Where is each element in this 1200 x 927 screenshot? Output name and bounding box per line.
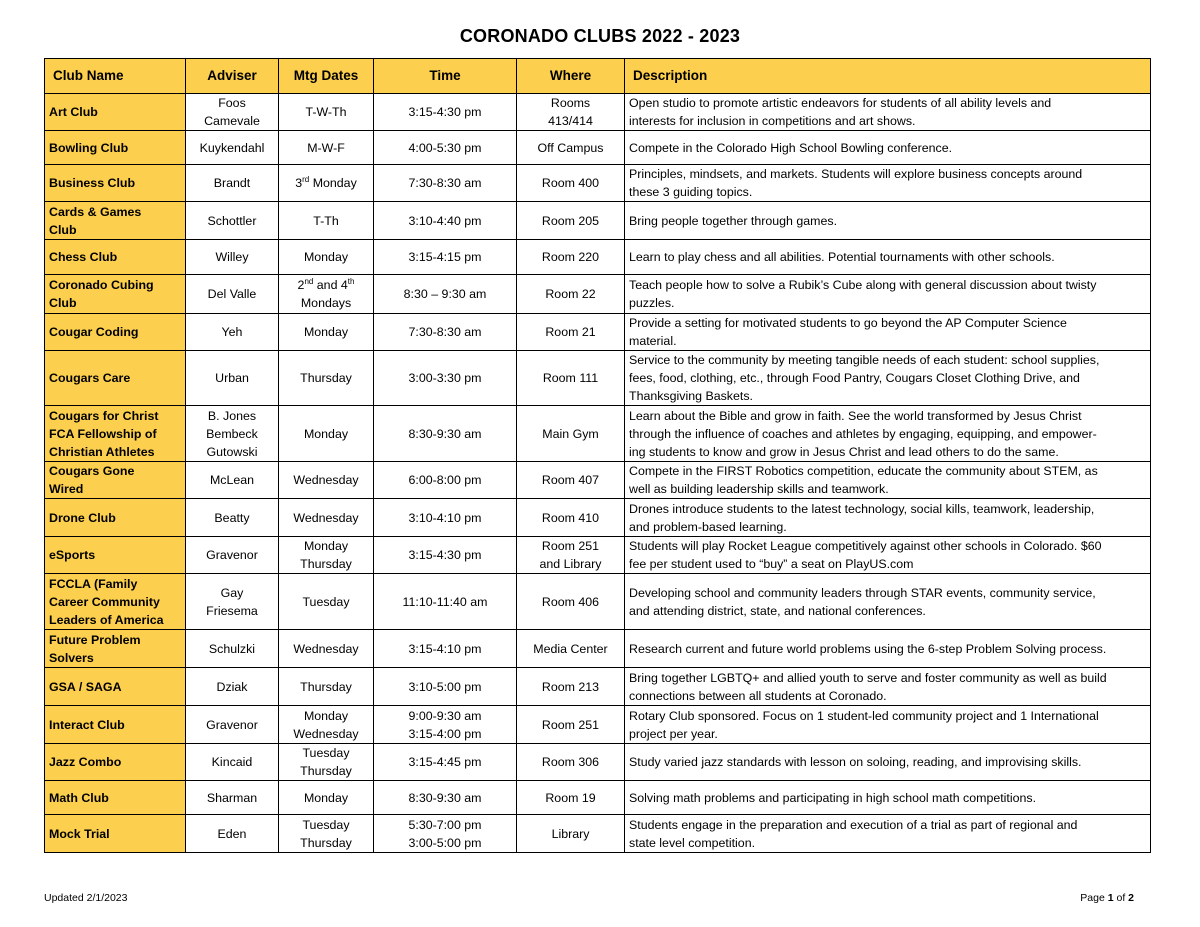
cell-adviser-line: Beatty bbox=[214, 510, 250, 525]
cell-adviser bbox=[186, 462, 279, 499]
cell-club-name bbox=[45, 131, 186, 165]
table-row bbox=[45, 499, 1151, 537]
cell-club-name bbox=[45, 537, 186, 574]
cell-where-line: Media Center bbox=[533, 641, 608, 656]
cell-description-line: through the influence of coaches and athletes by engaging, equipping, and empower- bbox=[629, 426, 1097, 441]
cell-where bbox=[517, 314, 625, 351]
cell-mtg-dates-line: Thursday bbox=[300, 835, 352, 850]
cell-mtg-dates-line: T-W-Th bbox=[305, 105, 347, 119]
cell-adviser bbox=[186, 351, 279, 406]
cell-mtg-dates-line: Thursday bbox=[300, 764, 352, 778]
cell-description-line: Thanksgiving Baskets. bbox=[629, 389, 753, 403]
cell-time bbox=[374, 131, 517, 165]
cell-where-line: Library bbox=[551, 826, 590, 841]
cell-time bbox=[374, 202, 517, 240]
table-row bbox=[45, 744, 1151, 781]
cell-time bbox=[374, 462, 517, 499]
table-row bbox=[45, 202, 1151, 240]
cell-club-name-line: Club bbox=[49, 222, 77, 237]
cell-where-line: Room 22 bbox=[545, 287, 596, 301]
header-mtg-dates: Mtg Dates bbox=[279, 59, 374, 94]
cell-description-line: puzzles. bbox=[629, 296, 675, 310]
cell-time-line: 5:30-7:00 pm bbox=[408, 817, 482, 832]
cell-adviser-line: Schulzki bbox=[208, 641, 256, 656]
cell-club-name-line: Career Community bbox=[49, 594, 160, 609]
cell-description-line: Research current and future world problems using the 6-step Problem Solving process. bbox=[629, 641, 1107, 656]
cell-club-name bbox=[45, 202, 186, 240]
cell-time-line: 7:30-8:30 am bbox=[408, 176, 482, 190]
cell-description-line: and attending district, state, and national conferences. bbox=[629, 603, 926, 618]
cell-mtg-dates bbox=[279, 630, 374, 668]
cell-mtg-dates-line: 2nd and 4th bbox=[297, 276, 355, 292]
cell-where-line: Room 400 bbox=[541, 176, 600, 190]
cell-club-name-line: Coronado Cubing bbox=[49, 278, 154, 292]
cell-description bbox=[625, 462, 1151, 499]
cell-time bbox=[374, 706, 517, 744]
cell-adviser-line: Gravenor bbox=[206, 548, 258, 562]
cell-club-name-line: Drone Club bbox=[49, 510, 116, 525]
cell-adviser-line: Gutowski bbox=[206, 444, 258, 459]
cell-mtg-dates-line: Monday bbox=[303, 250, 349, 264]
cell-adviser-line: Sharman bbox=[206, 790, 258, 805]
cell-where-line: Room 220 bbox=[541, 250, 600, 264]
cell-mtg-dates-line: Monday bbox=[303, 708, 349, 723]
cell-time bbox=[374, 537, 517, 574]
cell-club-name-line: Cougars Care bbox=[49, 371, 131, 385]
cell-where bbox=[517, 630, 625, 668]
cell-time-line: 6:00-8:00 pm bbox=[408, 473, 482, 487]
cell-mtg-dates-line: Wednesday bbox=[293, 726, 359, 741]
cell-mtg-dates bbox=[279, 706, 374, 744]
cell-adviser bbox=[186, 406, 279, 462]
cell-time-line: 8:30-9:30 am bbox=[408, 790, 482, 805]
cell-mtg-dates bbox=[279, 537, 374, 574]
cell-description bbox=[625, 165, 1151, 202]
cell-description-line: well as building leadership skills and teamwork. bbox=[629, 482, 889, 496]
cell-description-line: Developing school and community leaders through STAR events, community service, bbox=[629, 585, 1096, 600]
cell-time-line: 4:00-5:30 pm bbox=[408, 140, 482, 155]
table-row bbox=[45, 668, 1151, 706]
cell-club-name bbox=[45, 574, 186, 630]
cell-adviser-line: Camevale bbox=[204, 114, 260, 128]
cell-adviser-line: Foos bbox=[218, 96, 246, 110]
cell-club-name-line: Christian Athletes bbox=[49, 444, 155, 459]
cell-description-line: these 3 guiding topics. bbox=[629, 185, 753, 199]
cell-adviser-line: Eden bbox=[217, 826, 247, 841]
cell-time-line: 3:10-4:40 pm bbox=[408, 213, 482, 228]
cell-description-line: Solving math problems and participating in high school math competitions. bbox=[629, 790, 1037, 805]
cell-mtg-dates-line: Mondays bbox=[300, 296, 352, 310]
cell-description bbox=[625, 314, 1151, 351]
cell-club-name-line: Leaders of America bbox=[49, 612, 164, 627]
cell-club-name bbox=[45, 462, 186, 499]
cell-where-line: Room 306 bbox=[541, 755, 600, 769]
cell-description-line: ing students to know and grow in Jesus Christ and lead others to do the same. bbox=[629, 444, 1059, 459]
cell-club-name bbox=[45, 668, 186, 706]
cell-description bbox=[625, 668, 1151, 706]
table-row bbox=[45, 537, 1151, 574]
cell-where bbox=[517, 462, 625, 499]
cell-where bbox=[517, 131, 625, 165]
cell-club-name-line: Cougar Coding bbox=[49, 325, 139, 339]
cell-where bbox=[517, 94, 625, 131]
cell-club-name-line: Solvers bbox=[49, 650, 94, 665]
cell-time bbox=[374, 499, 517, 537]
cell-where-line: Room 213 bbox=[541, 679, 600, 694]
cell-adviser-line: Yeh bbox=[221, 325, 243, 339]
cell-adviser bbox=[186, 165, 279, 202]
cell-club-name-line: Business Club bbox=[49, 176, 136, 190]
cell-mtg-dates-line: Monday bbox=[303, 426, 349, 441]
header-time: Time bbox=[374, 59, 517, 94]
cell-where-line: Room 407 bbox=[541, 473, 600, 487]
cell-time bbox=[374, 668, 517, 706]
cell-mtg-dates bbox=[279, 131, 374, 165]
cell-club-name-line: FCA Fellowship of bbox=[49, 426, 157, 441]
cell-description-line: fee per student used to “buy” a seat on PlayUS.com bbox=[629, 557, 914, 571]
page-total: 2 bbox=[1128, 892, 1134, 904]
cell-description-line: Students will play Rocket League competitively against other schools in Colorado. $60 bbox=[629, 539, 1102, 553]
page-current: 1 bbox=[1107, 892, 1114, 904]
table-row bbox=[45, 351, 1151, 406]
cell-time bbox=[374, 744, 517, 781]
cell-adviser-line: Urban bbox=[215, 371, 249, 385]
table-row bbox=[45, 240, 1151, 275]
cell-description-line: Bring people together through games. bbox=[629, 213, 838, 228]
cell-club-name-line: Jazz Combo bbox=[49, 755, 122, 769]
cell-where bbox=[517, 165, 625, 202]
cell-description-line: Teach people how to solve a Rubik’s Cube along with general discussion about twisty bbox=[629, 278, 1097, 292]
cell-where bbox=[517, 815, 625, 853]
cell-adviser bbox=[186, 202, 279, 240]
cell-description bbox=[625, 275, 1151, 314]
cell-adviser bbox=[186, 574, 279, 630]
cell-club-name-line: eSports bbox=[49, 548, 96, 562]
cell-mtg-dates bbox=[279, 165, 374, 202]
cell-mtg-dates-line: Thursday bbox=[300, 557, 352, 571]
cell-description bbox=[625, 630, 1151, 668]
cell-adviser-line: Kincaid bbox=[211, 755, 253, 769]
cell-time bbox=[374, 165, 517, 202]
cell-mtg-dates bbox=[279, 406, 374, 462]
cell-time-line: 3:00-3:30 pm bbox=[408, 371, 482, 385]
page-number bbox=[1080, 892, 1134, 904]
cell-adviser-line: Willey bbox=[215, 250, 249, 264]
cell-mtg-dates bbox=[279, 94, 374, 131]
cell-mtg-dates bbox=[279, 202, 374, 240]
cell-mtg-dates bbox=[279, 815, 374, 853]
cell-time-line: 11:10-11:40 am bbox=[402, 594, 488, 609]
cell-mtg-dates bbox=[279, 744, 374, 781]
cell-mtg-dates-line: T-Th bbox=[313, 213, 339, 228]
cell-where-line: Room 410 bbox=[541, 510, 600, 525]
cell-club-name-line: FCCLA (Family bbox=[49, 576, 138, 591]
cell-where-line: Room 205 bbox=[541, 213, 600, 228]
cell-club-name bbox=[45, 630, 186, 668]
cell-club-name-line: Interact Club bbox=[49, 717, 125, 732]
cell-club-name bbox=[45, 94, 186, 131]
cell-adviser-line: McLean bbox=[209, 473, 255, 487]
cell-mtg-dates-line: Tuesday bbox=[302, 817, 350, 832]
cell-description-line: Learn about the Bible and grow in faith. See the world transformed by Jesus Christ bbox=[629, 408, 1082, 423]
cell-mtg-dates-line: M-W-F bbox=[307, 140, 345, 155]
cell-adviser bbox=[186, 499, 279, 537]
cell-mtg-dates-line: Thursday bbox=[300, 679, 352, 694]
cell-where-line: Room 251 bbox=[541, 539, 600, 553]
cell-time-line: 3:15-4:15 pm bbox=[408, 250, 482, 264]
cell-adviser-line: Del Valle bbox=[207, 287, 257, 301]
cell-description bbox=[625, 537, 1151, 574]
cell-mtg-dates bbox=[279, 275, 374, 314]
cell-where bbox=[517, 574, 625, 630]
table-row bbox=[45, 165, 1151, 202]
cell-time bbox=[374, 240, 517, 275]
cell-adviser bbox=[186, 706, 279, 744]
cell-mtg-dates bbox=[279, 574, 374, 630]
cell-where bbox=[517, 240, 625, 275]
cell-adviser bbox=[186, 314, 279, 351]
cell-club-name-line: Mock Trial bbox=[49, 826, 110, 841]
cell-club-name bbox=[45, 351, 186, 406]
cell-description bbox=[625, 499, 1151, 537]
cell-description-line: Service to the community by meeting tangible needs of each student: school supplies, bbox=[629, 353, 1100, 367]
cell-where bbox=[517, 351, 625, 406]
cell-time-line: 3:10-5:00 pm bbox=[408, 679, 482, 694]
cell-description-line: interests for inclusion in competitions and art shows. bbox=[629, 114, 916, 128]
cell-time bbox=[374, 574, 517, 630]
cell-mtg-dates bbox=[279, 314, 374, 351]
cell-where-line: Room 111 bbox=[542, 371, 599, 385]
table-row bbox=[45, 706, 1151, 744]
cell-description-line: Study varied jazz standards with lesson on soloing, reading, and improvising skills. bbox=[629, 755, 1082, 769]
cell-description bbox=[625, 744, 1151, 781]
table-row bbox=[45, 275, 1151, 314]
cell-mtg-dates-line: Monday bbox=[303, 325, 349, 339]
cell-adviser-line: Gravenor bbox=[206, 717, 258, 732]
cell-time-line: 3:00-5:00 pm bbox=[408, 835, 482, 850]
cell-time-line: 3:15-4:10 pm bbox=[408, 641, 482, 656]
cell-description-line: Learn to play chess and all abilities. Potential tournaments with other schools. bbox=[629, 250, 1055, 264]
cell-time bbox=[374, 781, 517, 815]
cell-where bbox=[517, 668, 625, 706]
cell-adviser bbox=[186, 240, 279, 275]
table-row bbox=[45, 574, 1151, 630]
cell-description bbox=[625, 406, 1151, 462]
cell-description bbox=[625, 781, 1151, 815]
cell-adviser-line: Bembeck bbox=[206, 426, 258, 441]
cell-club-name-line: Math Club bbox=[49, 790, 109, 805]
cell-where-line: Room 21 bbox=[545, 325, 596, 339]
cell-description bbox=[625, 94, 1151, 131]
cell-where-line: and Library bbox=[539, 557, 602, 571]
cell-mtg-dates bbox=[279, 240, 374, 275]
cell-adviser-line: B. Jones bbox=[207, 408, 257, 423]
cell-time bbox=[374, 630, 517, 668]
cell-where bbox=[517, 406, 625, 462]
header-where: Where bbox=[517, 59, 625, 94]
cell-club-name bbox=[45, 744, 186, 781]
cell-time-line: 3:10-4:10 pm bbox=[408, 510, 482, 525]
cell-club-name-line: Future Problem bbox=[49, 632, 141, 647]
cell-where-line: 413/414 bbox=[548, 114, 593, 128]
cell-time-line: 3:15-4:45 pm bbox=[408, 755, 482, 769]
cell-mtg-dates bbox=[279, 351, 374, 406]
cell-where bbox=[517, 499, 625, 537]
cell-where bbox=[517, 202, 625, 240]
page-title: CORONADO CLUBS 2022 - 2023 bbox=[459, 26, 741, 46]
cell-club-name bbox=[45, 815, 186, 853]
cell-description-line: Students engage in the preparation and execution of a trial as part of regional and bbox=[629, 817, 1078, 832]
cell-mtg-dates bbox=[279, 668, 374, 706]
cell-adviser bbox=[186, 630, 279, 668]
cell-adviser-line: Friesema bbox=[206, 603, 258, 618]
cell-where bbox=[517, 706, 625, 744]
cell-mtg-dates bbox=[279, 499, 374, 537]
cell-description bbox=[625, 202, 1151, 240]
cell-adviser bbox=[186, 781, 279, 815]
cell-where bbox=[517, 744, 625, 781]
table-row bbox=[45, 94, 1151, 131]
cell-description-line: Compete in the FIRST Robotics competition, educate the community about STEM, as bbox=[629, 464, 1098, 478]
cell-club-name-line: Cougars Gone bbox=[49, 464, 135, 478]
cell-where bbox=[517, 537, 625, 574]
cell-description-line: Principles, mindsets, and markets. Students will explore business concepts around bbox=[629, 167, 1083, 181]
cell-mtg-dates-line: Wednesday bbox=[293, 641, 359, 656]
cell-club-name-line: Chess Club bbox=[49, 250, 118, 264]
cell-club-name bbox=[45, 406, 186, 462]
cell-mtg-dates bbox=[279, 462, 374, 499]
cell-time-line: 3:15-4:30 pm bbox=[408, 105, 482, 119]
cell-where-line: Room 19 bbox=[545, 790, 596, 805]
page-prefix: Page bbox=[1080, 892, 1108, 904]
cell-description bbox=[625, 706, 1151, 744]
cell-adviser bbox=[186, 815, 279, 853]
table-body bbox=[45, 94, 1151, 853]
cell-club-name-line: GSA / SAGA bbox=[49, 679, 122, 694]
cell-time-line: 3:15-4:00 pm bbox=[408, 726, 482, 741]
cell-where-line: Rooms bbox=[550, 96, 591, 110]
cell-adviser bbox=[186, 744, 279, 781]
cell-mtg-dates bbox=[279, 781, 374, 815]
cell-mtg-dates-line: Wednesday bbox=[293, 473, 359, 487]
cell-where-line: Main Gym bbox=[542, 426, 599, 441]
cell-adviser bbox=[186, 94, 279, 131]
cell-time-line: 9:00-9:30 am bbox=[408, 708, 482, 723]
page-of: of bbox=[1113, 892, 1129, 904]
cell-time bbox=[374, 815, 517, 853]
cell-description-line: Drones introduce students to the latest technology, social kills, teamwork, leadership, bbox=[629, 501, 1095, 516]
table-row bbox=[45, 815, 1151, 853]
cell-club-name bbox=[45, 706, 186, 744]
cell-club-name-line: Cougars for Christ bbox=[49, 408, 159, 423]
cell-description-line: project per year. bbox=[629, 726, 718, 741]
cell-time-line: 7:30-8:30 am bbox=[408, 325, 482, 339]
clubs-table bbox=[44, 58, 1151, 853]
cell-mtg-dates-line: Tuesday bbox=[302, 594, 350, 609]
cell-club-name-line: Bowling Club bbox=[49, 140, 129, 155]
cell-adviser bbox=[186, 275, 279, 314]
cell-time bbox=[374, 94, 517, 131]
cell-description-line: fees, food, clothing, etc., through Food Pantry, Cougars Closet Clothing Drive, and bbox=[629, 371, 1080, 385]
table-row bbox=[45, 630, 1151, 668]
header-club-name: Club Name bbox=[45, 59, 186, 94]
cell-time-line: 8:30-9:30 am bbox=[408, 426, 482, 441]
cell-where-line: Off Campus bbox=[537, 140, 604, 155]
cell-description-line: material. bbox=[629, 334, 677, 348]
cell-club-name bbox=[45, 781, 186, 815]
cell-club-name-line: Wired bbox=[49, 482, 84, 496]
cell-description-line: state level competition. bbox=[629, 835, 756, 850]
cell-mtg-dates-line: Monday bbox=[303, 539, 349, 553]
cell-description bbox=[625, 351, 1151, 406]
cell-time bbox=[374, 406, 517, 462]
cell-where bbox=[517, 275, 625, 314]
cell-club-name bbox=[45, 165, 186, 202]
cell-mtg-dates-line: 3rd Monday bbox=[295, 174, 357, 190]
cell-club-name bbox=[45, 240, 186, 275]
cell-description bbox=[625, 131, 1151, 165]
cell-description-line: and problem-based learning. bbox=[629, 519, 787, 534]
cell-time bbox=[374, 314, 517, 351]
cell-description-line: Open studio to promote artistic endeavors for students of all ability levels and bbox=[629, 96, 1052, 110]
cell-club-name-line: Club bbox=[49, 296, 77, 310]
cell-description-line: connections between all students at Coronado. bbox=[629, 688, 887, 703]
cell-mtg-dates-line: Wednesday bbox=[293, 510, 359, 525]
cell-adviser bbox=[186, 131, 279, 165]
cell-club-name bbox=[45, 314, 186, 351]
cell-adviser-line: Kuykendahl bbox=[199, 140, 265, 155]
cell-description-line: Provide a setting for motivated students to go beyond the AP Computer Science bbox=[629, 316, 1067, 330]
cell-adviser-line: Brandt bbox=[213, 176, 251, 190]
cell-where bbox=[517, 781, 625, 815]
cell-club-name-line: Art Club bbox=[49, 105, 98, 119]
cell-adviser-line: Dziak bbox=[216, 679, 248, 694]
cell-adviser-line: Gay bbox=[220, 585, 244, 600]
cell-where-line: Room 251 bbox=[541, 717, 600, 732]
cell-club-name-line: Cards & Games bbox=[49, 204, 142, 219]
cell-mtg-dates-line: Tuesday bbox=[302, 746, 350, 760]
table-row bbox=[45, 462, 1151, 499]
cell-description-line: Compete in the Colorado High School Bowling conference. bbox=[629, 140, 953, 155]
cell-description-line: Rotary Club sponsored. Focus on 1 student-led community project and 1 International bbox=[629, 708, 1099, 723]
cell-adviser-line: Schottler bbox=[207, 213, 257, 228]
cell-time bbox=[374, 351, 517, 406]
table-row bbox=[45, 781, 1151, 815]
cell-mtg-dates-line: Thursday bbox=[300, 371, 352, 385]
header-adviser: Adviser bbox=[186, 59, 279, 94]
header-description: Description bbox=[625, 59, 1151, 94]
cell-time-line: 8:30 – 9:30 am bbox=[403, 287, 487, 301]
table-row bbox=[45, 131, 1151, 165]
cell-description bbox=[625, 815, 1151, 853]
cell-description bbox=[625, 574, 1151, 630]
cell-club-name bbox=[45, 275, 186, 314]
cell-club-name bbox=[45, 499, 186, 537]
table-header-row bbox=[45, 59, 1151, 94]
cell-time bbox=[374, 275, 517, 314]
table-row bbox=[45, 314, 1151, 351]
updated-date: Updated 2/1/2023 bbox=[44, 892, 128, 904]
cell-where-line: Room 406 bbox=[541, 594, 600, 609]
cell-mtg-dates-line: Monday bbox=[303, 790, 349, 805]
table-row bbox=[45, 406, 1151, 462]
cell-adviser bbox=[186, 537, 279, 574]
cell-description bbox=[625, 240, 1151, 275]
cell-time-line: 3:15-4:30 pm bbox=[408, 548, 482, 562]
cell-description-line: Bring together LGBTQ+ and allied youth to serve and foster community as well as build bbox=[629, 670, 1107, 685]
cell-adviser bbox=[186, 668, 279, 706]
